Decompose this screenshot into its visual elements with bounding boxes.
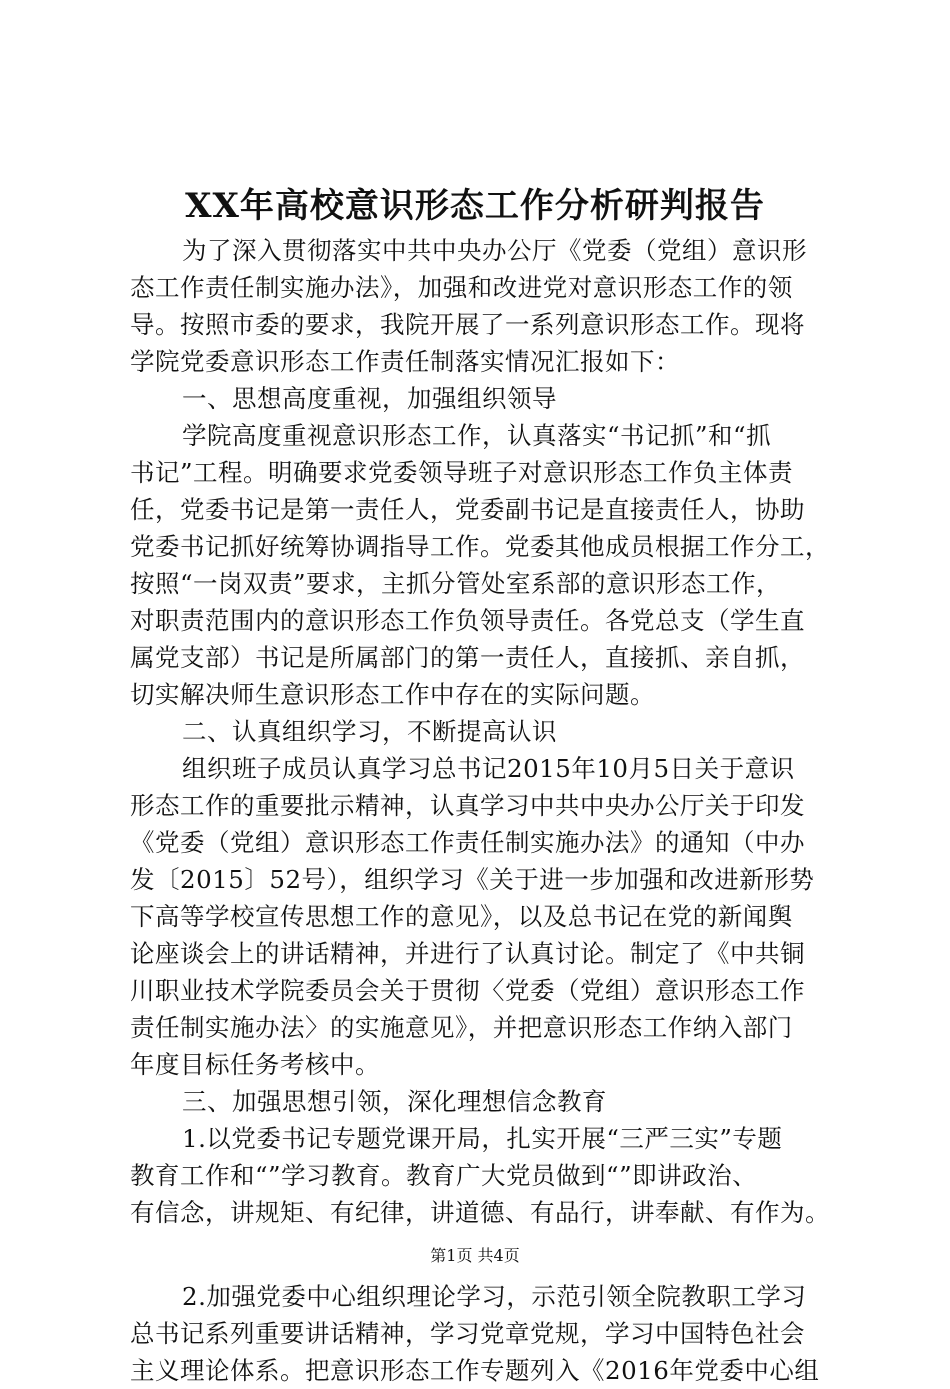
paragraph-line: 2.加强党委中心组织理论学习，示范引领全院教职工学习 [182,1282,807,1311]
paragraph-line: 《党委（党组）意识形态工作责任制实施办法》的通知（中办 [130,828,805,857]
section-heading: 二、认真组织学习，不断提高认识 [182,717,557,746]
paragraph-line: 属党支部）书记是所属部门的第一责任人，直接抓、亲自抓， [130,643,805,672]
paragraph-line: 年度目标任务考核中。 [130,1050,380,1079]
paragraph-line: 形态工作的重要批示精神，认真学习中共中央办公厅关于印发 [130,791,805,820]
paragraph-line: 切实解决师生意识形态工作中存在的实际问题。 [130,680,655,709]
paragraph-line: 论座谈会上的讲话精神，并进行了认真讨论。制定了《中共铜 [130,939,805,968]
paragraph-line: 下高等学校宣传思想工作的意见》，以及总书记在党的新闻舆 [130,902,793,931]
paragraph-line: 总书记系列重要讲话精神，学习党章党规，学习中国特色社会 [130,1319,805,1348]
paragraph-line: 任，党委书记是第一责任人，党委副书记是直接责任人，协助 [130,495,805,524]
paragraph-line: 态工作责任制实施办法》，加强和改进党对意识形态工作的领 [130,273,793,302]
paragraph-line: 教育工作和“”学习教育。教育广大党员做到“”即讲政治、 [130,1161,758,1190]
paragraph-line: 发〔2015〕52号），组织学习《关于进一步加强和改进新形势 [130,865,815,894]
section-heading: 三、加强思想引领，深化理想信念教育 [182,1087,607,1116]
paragraph-line: 党委书记抓好统筹协调指导工作。党委其他成员根据工作分工， [130,532,830,561]
paragraph-line: 责任制实施办法〉的实施意见》，并把意识形态工作纳入部门 [130,1013,793,1042]
paragraph-line: 书记”工程。明确要求党委领导班子对意识形态工作负主体责 [130,458,794,487]
paragraph-line: 对职责范围内的意识形态工作负领导责任。各党总支（学生直 [130,606,805,635]
section-heading: 一、思想高度重视，加强组织领导 [182,384,557,413]
paragraph-line: 1.以党委书记专题党课开局，扎实开展“三严三实”专题 [182,1124,783,1153]
paragraph-line: 组织班子成员认真学习总书记2015年10月5日关于意识 [182,754,795,783]
document-title: XX年高校意识形态工作分析研判报告 [185,186,765,226]
paragraph-line: 学院党委意识形态工作责任制落实情况汇报如下： [130,347,680,376]
page-number-footer: 第1页 共4页 [430,1246,520,1265]
paragraph-line: 为了深入贯彻落实中共中央办公厅《党委（党组）意识形 [182,236,807,265]
paragraph-line: 川职业技术学院委员会关于贯彻〈党委（党组）意识形态工作 [130,976,805,1005]
paragraph-line: 学院高度重视意识形态工作，认真落实“书记抓”和“抓 [182,421,772,450]
paragraph-line: 按照“一岗双责”要求，主抓分管处室系部的意识形态工作， [130,569,782,598]
paragraph-line: 导。按照市委的要求，我院开展了一系列意识形态工作。现将 [130,310,805,339]
paragraph-line: 主义理论体系。把意识形态工作专题列入《2016年党委中心组 [130,1356,820,1385]
document-body [130,232,840,1389]
paragraph-line: 有信念，讲规矩、有纪律，讲道德、有品行，讲奉献、有作为。 [130,1198,830,1227]
